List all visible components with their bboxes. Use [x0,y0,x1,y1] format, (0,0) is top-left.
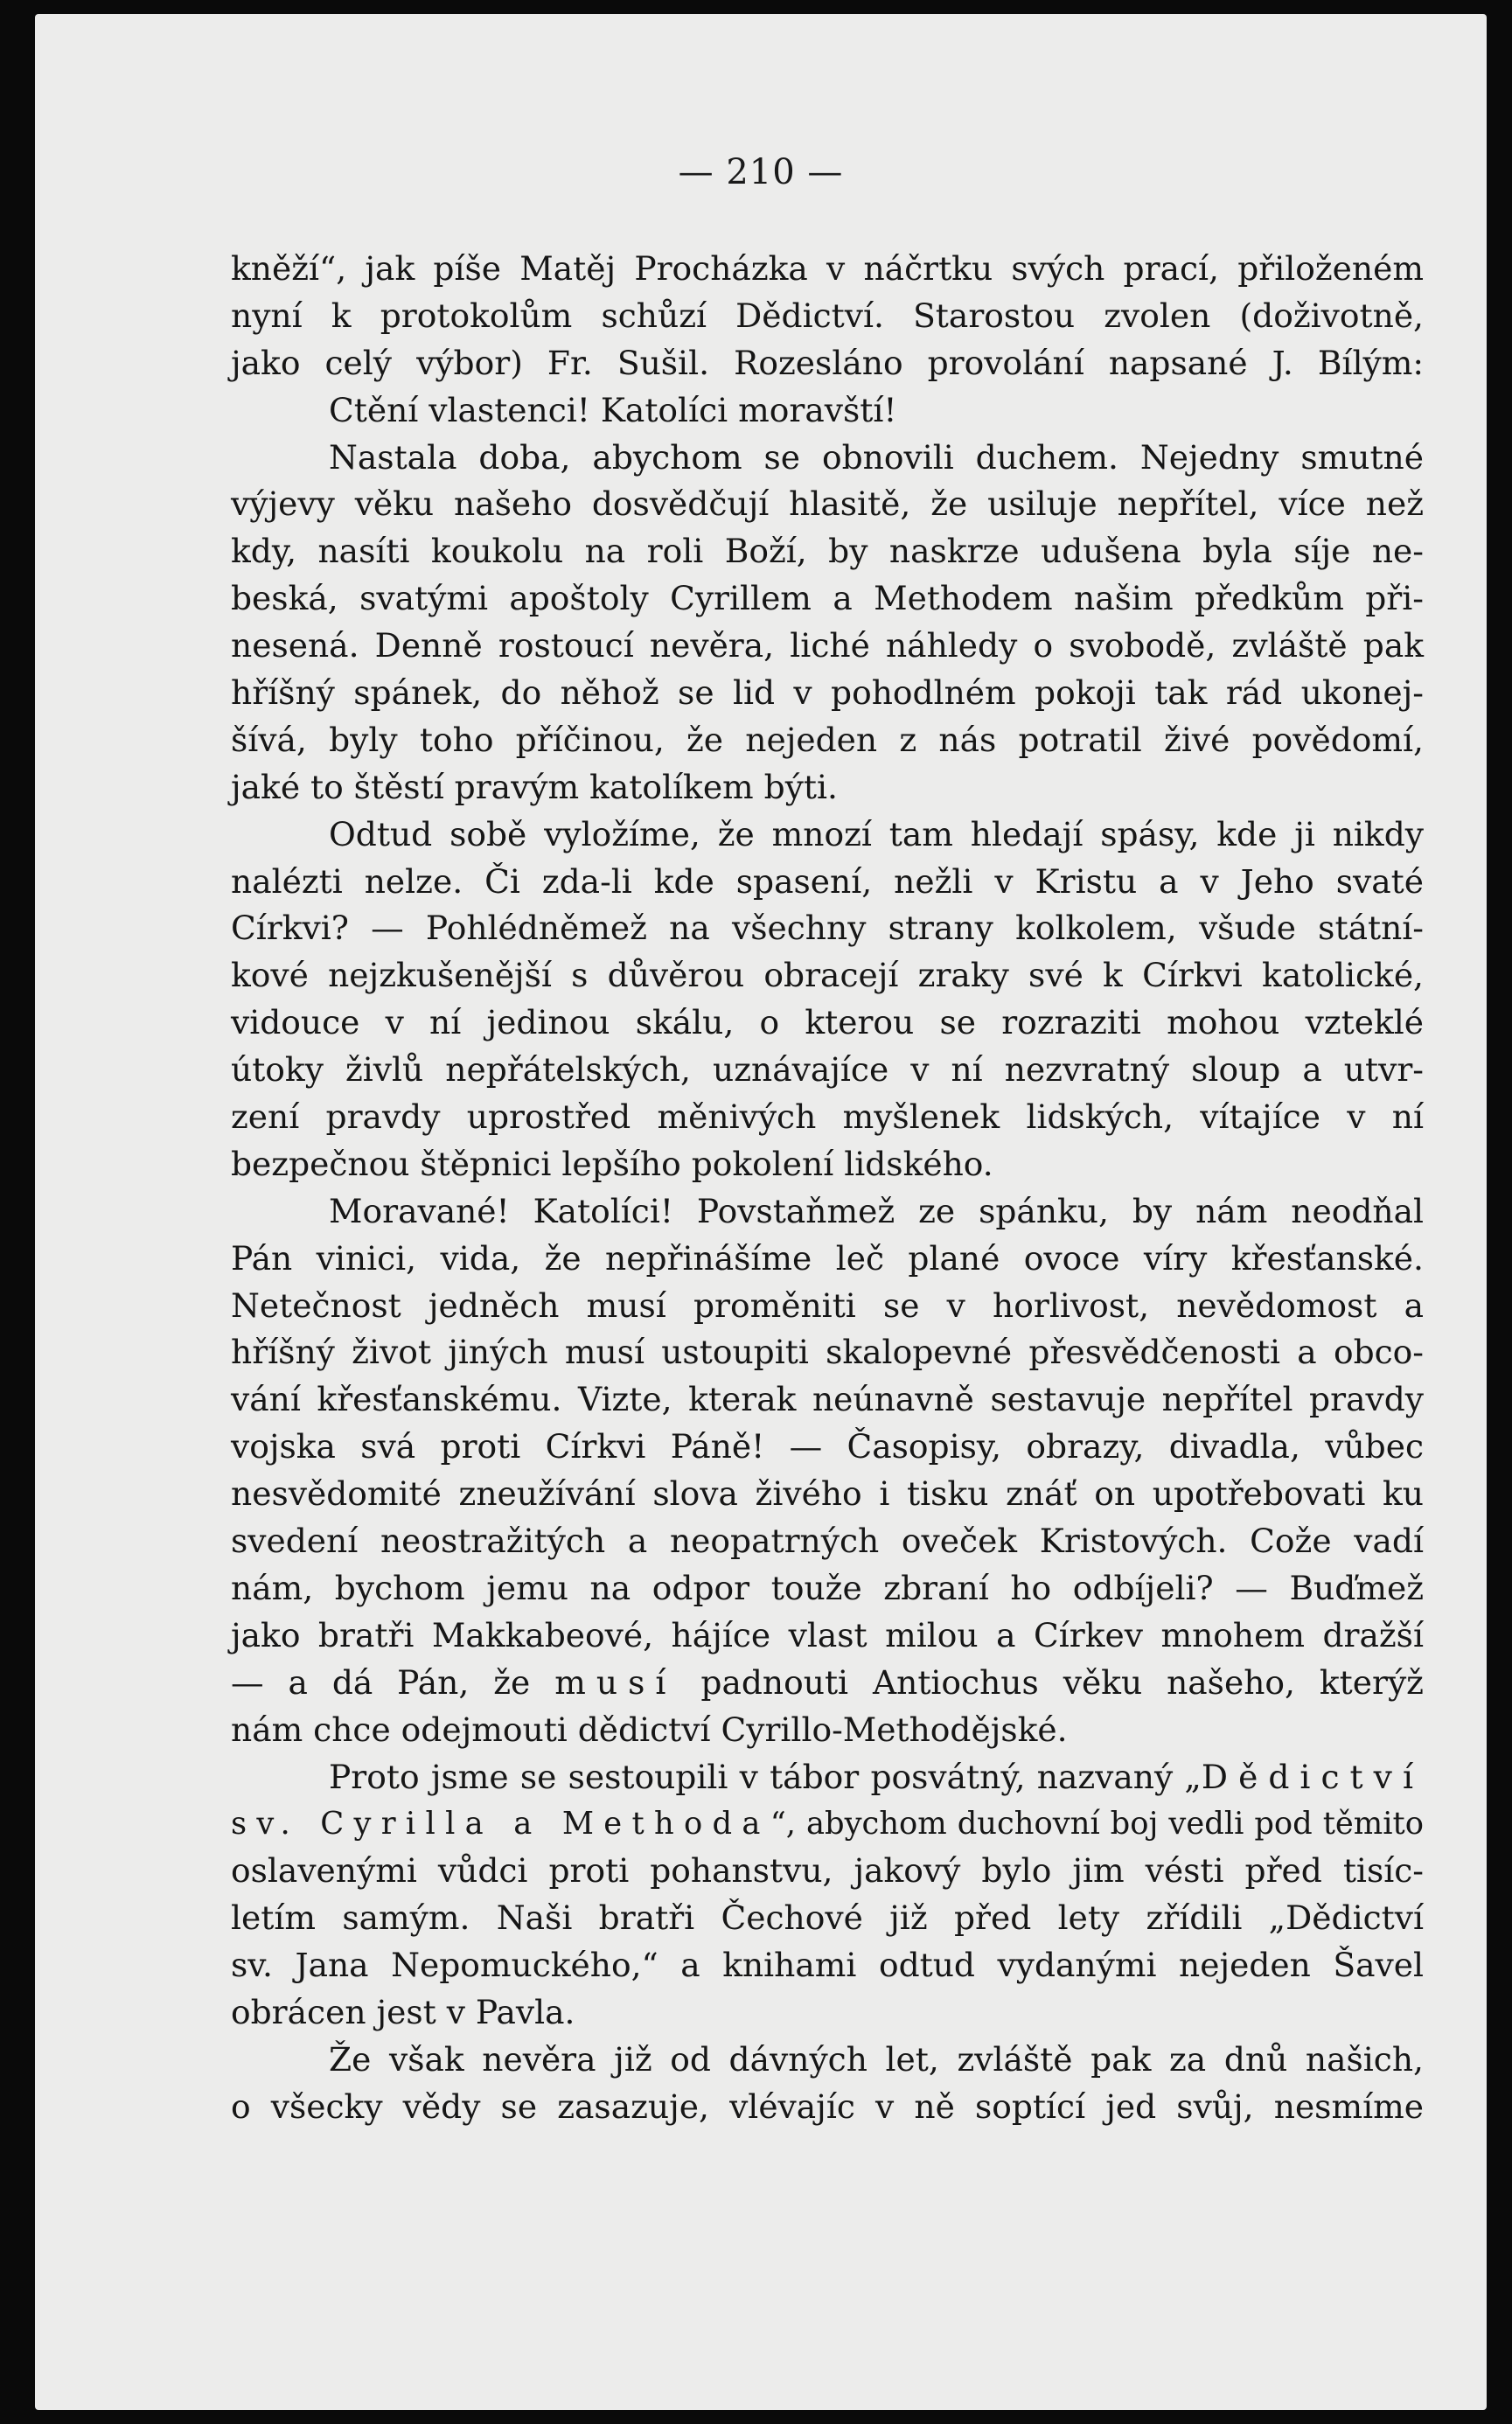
text-run: jako bratři Makkabeové, hájíce vlast milou a Církev mnohem dražší [231,1615,1424,1654]
text-line [231,1565,1424,1613]
text-line [231,1471,1424,1518]
text-run: nesvědomité zneužívání slova živého i tisku znáť on upotřebovati ku [231,1474,1424,1514]
text-run: Církvi? — Pohlédněmež na všechny strany kolkolem, všude státní- [231,909,1424,948]
text-line [231,481,1424,528]
text-run: Moravané! Katolíci! Povstaňmež ze spánku, by nám neodňal [329,1191,1424,1230]
text-run: padnouti Antiochus věku našeho, kterýž [676,1662,1424,1702]
text-run: šívá, byly toho příčinou, že nejeden z nás potratil živé povědomí, [231,720,1424,759]
text-run: Že však nevěra již od dávných let, zvláště pak za dnů našich, [329,2039,1424,2079]
text-line [231,1094,1424,1141]
text-run: útoky živlů nepřátelských, uznávajíce v ní nezvratný sloup a utvr- [231,1050,1424,1090]
text-run: nesená. Denně rostoucí nevěra, liché náhledy o svobodě, zvláště pak [231,626,1424,665]
text-run: oslavenými vůdci proti pohanstvu, jakový bylo jim vésti před tisíc- [231,1851,1424,1891]
text-line [231,246,1424,293]
text-line [231,1376,1424,1424]
text-run: bezpečnou štěpnici lepšího pokolení lidského. [231,1144,993,1183]
text-run: výjevy věku našeho dosvědčují hlasitě, že usiluje nepřítel, více než [231,484,1424,524]
text-run: zení pravdy uprostřed měnivých myšlenek lidských, vítajíce v ní [231,1097,1424,1137]
text-line [231,1613,1424,1660]
text-line [231,1236,1424,1283]
text-line [231,1707,1424,1754]
text-line [231,2084,1424,2131]
book-page [35,14,1487,2410]
text-run: nám, bychom jemu na odpor touže zbraní ho odbíjeli? — Buďmež [231,1568,1424,1607]
spaced-emphasis: musí [554,1662,677,1702]
text-run: beská, svatými apoštoly Cyrillem a Methodem našim předkům při- [231,579,1424,618]
text-run: kněží“, jak píše Matěj Procházka v náčrtku svých prací, přiloženém [231,249,1424,288]
text-line [231,575,1424,623]
spaced-emphasis: sv. Cyrilla a Methoda [231,1806,770,1842]
text-run: Pán vinici, vida, že nepřinášíme leč plané ovoce víry křesťanské. [231,1238,1424,1278]
text-run: jaké to štěstí pravým katolíkem býti. [231,767,838,806]
text-run: nalézti nelze. Či zda-li kde spasení, nežli v Kristu a v Jeho svaté [231,861,1424,901]
text-line [231,1660,1424,1707]
text-line [231,1000,1424,1047]
text-run: Proto jsme se sestoupili v tábor posvátný, nazvaný „ [329,1757,1202,1796]
text-run: nám chce odejmouti dědictví Cyrillo-Methodějské. [231,1710,1068,1749]
text-line [231,1895,1424,1942]
text-line [231,764,1424,811]
text-line [231,1329,1424,1376]
text-line [231,1989,1424,2037]
text-run: obrácen jest v Pavla. [231,1992,575,2031]
text-line [231,1801,1424,1848]
text-line [231,2037,1424,2084]
text-run: Odtud sobě vyložíme, že mnozí tam hledají spásy, kde ji nikdy [329,814,1424,853]
text-line [231,717,1424,764]
text-line [231,670,1424,717]
text-line [231,859,1424,906]
text-run: sv. Jana Nepomuckého,“ a knihami odtud vydanými nejeden Šavel [231,1946,1424,1985]
text-run: vání křesťanskému. Vizte, kterak neúnavně sestavuje nepřítel pravdy [231,1380,1424,1419]
text-line [231,1141,1424,1188]
text-run: kdy, nasíti koukolu na roli Boží, by naskrze udušena byla síje ne- [231,532,1424,571]
text-run: nyní k protokolům schůzí Dědictví. Starostou zvolen (doživotně, [231,296,1424,335]
text-run: Netečnost jedněch musí proměniti se v horlivost, nevědomost a [231,1285,1424,1325]
text-line [231,1942,1424,1989]
text-run: hříšný spánek, do něhož se lid v pohodlném pokoji tak rád ukonej- [231,673,1424,713]
text-run: letím samým. Naši bratři Čechové již před lety zřídili „Dědictví [231,1898,1424,1938]
text-run: o všecky vědy se zasazuje, vlévajíc v ně soptící jed svůj, nesmíme [231,2086,1424,2126]
text-line [231,1754,1424,1801]
text-line [231,387,1424,435]
text-run: hříšný život jiných musí ustoupiti skalopevné přesvědčenosti a obco- [231,1333,1424,1372]
text-line [231,435,1424,482]
text-line [231,905,1424,952]
text-run: vidouce v ní jedinou skálu, o kterou se rozraziti mohou vzteklé [231,1003,1424,1042]
text-line [231,623,1424,670]
text-run: Nastala doba, abychom se obnovili duchem. Nejedny smutné [329,437,1424,477]
text-line [231,1518,1424,1565]
spaced-emphasis: Dědictví [1201,1757,1424,1796]
text-line [231,1283,1424,1330]
text-run: svedení neostražitých a neopatrných oveček Kristových. Cože vadí [231,1522,1424,1561]
text-run: vojska svá proti Církvi Páně! — Časopisy, obrazy, divadla, vůbec [231,1427,1424,1466]
body-text [231,246,1424,2131]
text-line [231,952,1424,1000]
text-line [231,293,1424,340]
text-line [231,340,1424,387]
page-number: — 210 — [678,152,844,192]
text-run: kové nejzkušenější s důvěrou obracejí zraky své k Církvi katolické, [231,956,1424,995]
text-line [231,811,1424,859]
text-line [231,1424,1424,1471]
text-line [231,528,1424,575]
text-run: — a dá Pán, že [231,1662,555,1702]
text-line [231,1848,1424,1895]
text-line [231,1047,1424,1094]
text-run: jako celý výbor) Fr. Sušil. Rozesláno provolání napsané J. Bílým: [231,343,1424,382]
text-run: “, abychom duchovní boj vedli pod těmito [770,1806,1424,1842]
text-line [231,1188,1424,1236]
text-run: Ctění vlastenci! Katolíci moravští! [329,390,897,429]
